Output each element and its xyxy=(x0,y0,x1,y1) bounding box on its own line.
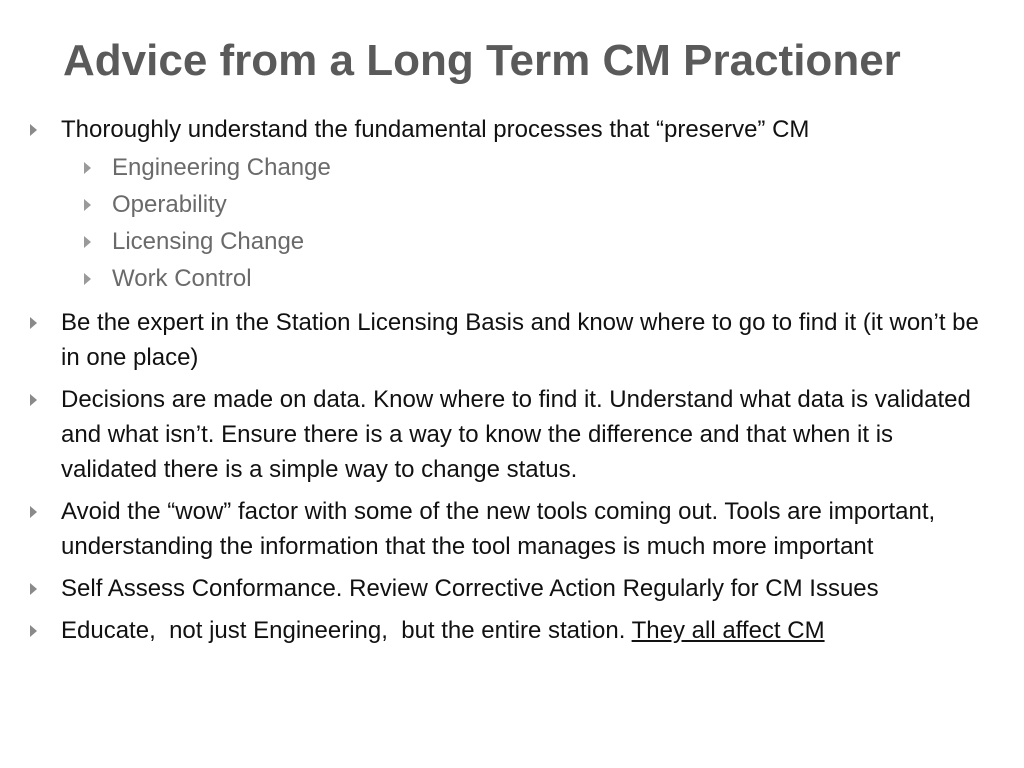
bullet-item-processes xyxy=(0,112,1024,147)
bullet-text: Thoroughly understand the fundamental processes that “preserve” CM xyxy=(61,116,810,143)
sub-bullet-text: Work Control xyxy=(112,265,252,292)
sub-bullet-text: Licensing Change xyxy=(112,228,305,255)
bullet-item-educate xyxy=(0,613,1024,648)
sub-bullet-arrow-icon xyxy=(84,236,91,248)
sub-bullet-list xyxy=(0,149,1024,297)
bullet-item-self-assess xyxy=(0,571,1024,606)
sub-bullet-item xyxy=(0,149,1024,186)
slide-title: Advice from a Long Term CM Practioner xyxy=(63,36,901,85)
bullet-arrow-icon xyxy=(30,124,37,136)
bullet-arrow-icon xyxy=(30,583,37,595)
sub-bullet-item xyxy=(0,260,1024,297)
bullet-text: Self Assess Conformance. Review Corrective Action Regularly for CM Issues xyxy=(61,575,879,602)
bullet-text: Be the expert in the Station Licensing Basis and know where to go to find it (it won’t be in one place) xyxy=(61,309,979,371)
bullet-arrow-icon xyxy=(30,394,37,406)
sub-bullet-text: Operability xyxy=(112,191,227,218)
sub-bullet-arrow-icon xyxy=(84,199,91,211)
bullet-arrow-icon xyxy=(30,317,37,329)
sub-bullet-text: Engineering Change xyxy=(112,154,331,181)
sub-bullet-item xyxy=(0,186,1024,223)
bullet-item-data-decisions xyxy=(0,382,1024,487)
bullet-text: Educate, not just Engineering, but the entire station. xyxy=(61,617,632,644)
bullet-item-licensing-basis xyxy=(0,305,1024,375)
bullet-emphasis: They all affect CM xyxy=(631,617,825,644)
bullet-text: Decisions are made on data. Know where to find it. Understand what data is validated and what isn’t. Ensure there is a way to know the difference and that when it is validated there is a simple way to change status. xyxy=(61,386,971,483)
bullet-list xyxy=(0,112,1024,648)
sub-bullet-arrow-icon xyxy=(84,273,91,285)
bullet-item-tools xyxy=(0,494,1024,564)
bullet-arrow-icon xyxy=(30,506,37,518)
bullet-text: Avoid the “wow” factor with some of the new tools coming out. Tools are important, understanding the information that the tool manages is much more important xyxy=(61,498,936,560)
bullet-arrow-icon xyxy=(30,625,37,637)
sub-bullet-item xyxy=(0,223,1024,260)
sub-bullet-arrow-icon xyxy=(84,162,91,174)
